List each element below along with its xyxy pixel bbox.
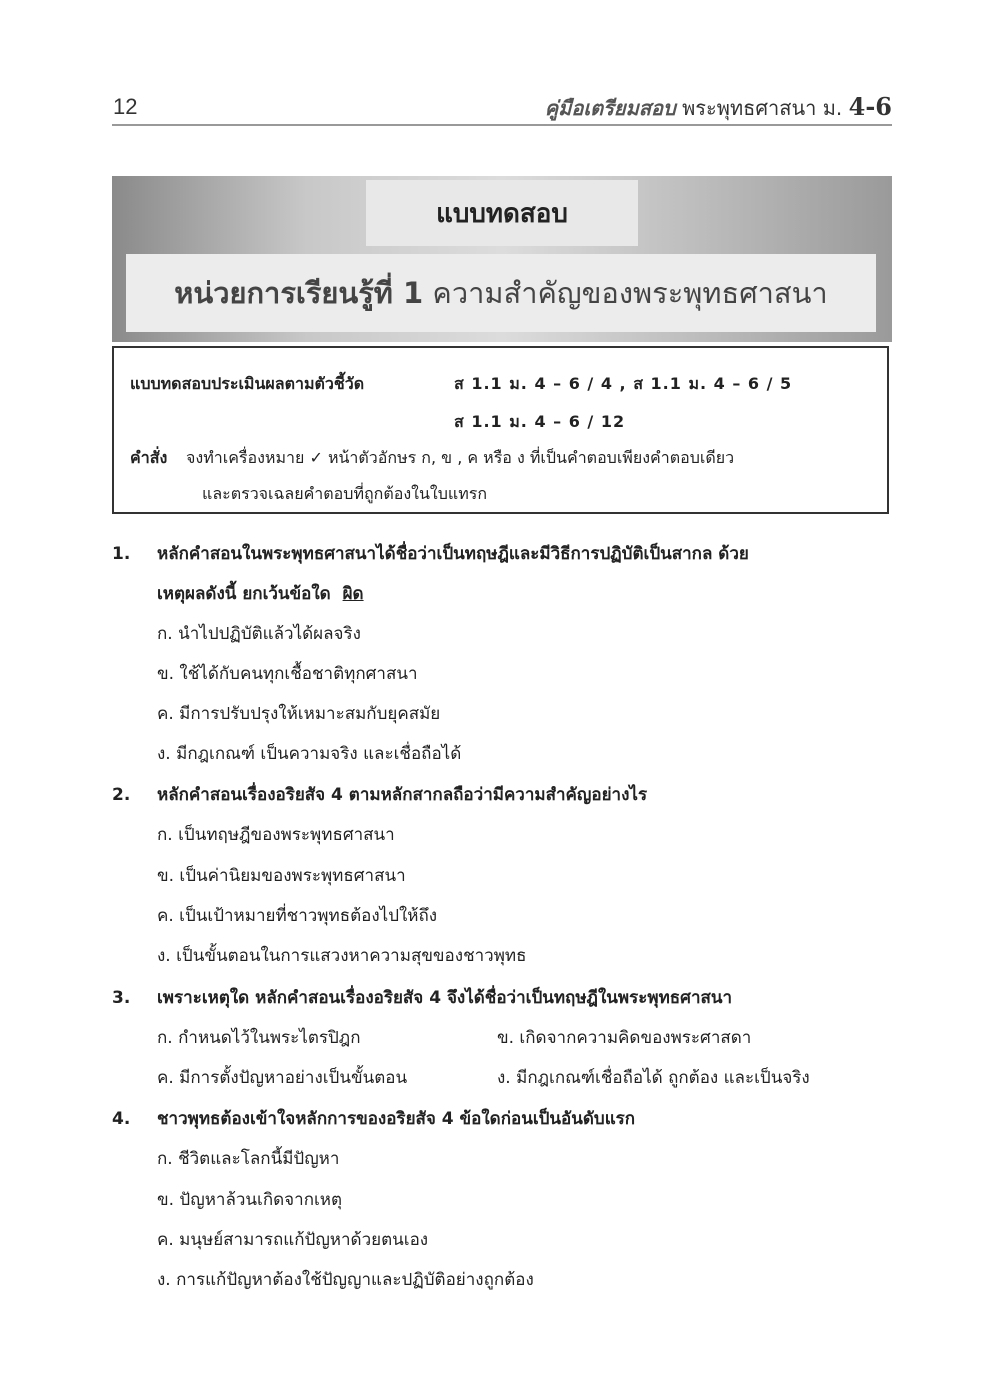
- header-title: พระพุทธศาสนา ม.: [682, 96, 843, 120]
- option: ข. ใช้ได้กับคนทุกเชื้อชาติทุกศาสนา: [157, 664, 418, 684]
- question-text: หลักคำสอนในพระพุทธศาสนาได้ชื่อว่าเป็นทฤษฎีและมีวิธีการปฏิบัติเป็นสากล ด้วย: [157, 544, 749, 564]
- option: ค. เป็นเป้าหมายที่ชาวพุทธต้องไปให้ถึง: [157, 906, 438, 926]
- question-1-line-2: [157, 580, 364, 607]
- emphasis-word: ผิด: [342, 584, 364, 604]
- indicators-line-2: ส 1.1 ม. 4 – 6 / 12: [454, 412, 626, 431]
- option: ข. เป็นค่านิยมของพระพุทธศาสนา: [157, 866, 406, 886]
- indicator-label: แบบทดสอบประเมินผลตามตัวชี้วัด: [130, 374, 365, 393]
- option: ค. มนุษย์สามารถแก้ปัญหาด้วยตนเอง: [157, 1230, 429, 1250]
- option: ก. ชีวิตและโลกนี้มีปัญหา: [157, 1149, 340, 1169]
- question-1: [112, 540, 749, 567]
- question-number: 3.: [112, 988, 131, 1008]
- option: ก. นำไปปฏิบัติแล้วได้ผลจริง: [157, 624, 361, 644]
- option: ข. เกิดจากความคิดของพระศาสดา: [497, 1028, 752, 1048]
- question-number: 2.: [112, 785, 131, 805]
- brand-logo: คู่มือเตรียมสอบ: [544, 96, 676, 120]
- option: ก. เป็นทฤษฎีของพระพุทธศาสนา: [157, 825, 395, 845]
- question-4: [112, 1105, 635, 1132]
- header-rule: [112, 124, 892, 126]
- instruction-line-2: และตรวจเฉลยคำตอบที่ถูกต้องในใบแทรก: [202, 484, 488, 503]
- option: ง. การแก้ปัญหาต้องใช้ปัญญาและปฏิบัติอย่างถูกต้อง: [157, 1270, 534, 1290]
- option: ง. มีกฎเกณฑ์เชื่อถือได้ ถูกต้อง และเป็นจริง: [497, 1068, 810, 1088]
- unit-title: [126, 254, 876, 332]
- instruction-line-1: จงทำเครื่องหมาย ✓ หน้าตัวอักษร ก, ข , ค หรือ ง ที่เป็นคำตอบเพียงคำตอบเดียว: [186, 448, 735, 467]
- unit-label: หน่วยการเรียนรู้ที่ 1: [174, 276, 424, 310]
- question-3: [112, 984, 732, 1011]
- question-number: 4.: [112, 1109, 131, 1129]
- page-number: 12: [113, 94, 138, 119]
- option: ก. กำหนดไว้ในพระไตรปิฎก: [157, 1028, 361, 1048]
- option: ค. มีการปรับปรุงให้เหมาะสมกับยุคสมัย: [157, 704, 441, 724]
- indicators-line-1: ส 1.1 ม. 4 – 6 / 4 , ส 1.1 ม. 4 – 6 / 5: [454, 374, 793, 393]
- running-header: [545, 92, 892, 124]
- option: ค. มีการตั้งปัญหาอย่างเป็นขั้นตอน: [157, 1068, 408, 1088]
- question-text: หลักคำสอนเรื่องอริยสัจ 4 ตามหลักสากลถือว่ามีความสำคัญอย่างไร: [157, 785, 648, 805]
- option: ข. ปัญหาล้วนเกิดจากเหตุ: [157, 1190, 343, 1210]
- instruction-box: [112, 346, 889, 514]
- option: ง. เป็นขั้นตอนในการแสวงหาความสุขของชาวพุทธ: [157, 946, 527, 966]
- question-text: เพราะเหตุใด หลักคำสอนเรื่องอริยสัจ 4 จึงได้ชื่อว่าเป็นทฤษฎีในพระพุทธศาสนา: [157, 988, 733, 1008]
- header-level: 4-6: [848, 92, 892, 121]
- question-number: 1.: [112, 544, 131, 564]
- banner-heading: แบบทดสอบ: [366, 180, 638, 246]
- question-text: เหตุผลดังนี้ ยกเว้นข้อใด: [157, 584, 331, 604]
- instruction-label: คำสั่ง: [130, 448, 168, 467]
- unit-name: ความสำคัญของพระพุทธศาสนา: [432, 276, 828, 310]
- question-text: ชาวพุทธต้องเข้าใจหลักการของอริยสัจ 4 ข้อใดก่อนเป็นอันดับแรก: [157, 1109, 636, 1129]
- option: ง. มีกฎเกณฑ์ เป็นความจริง และเชื่อถือได้: [157, 744, 462, 764]
- question-2: [112, 781, 647, 808]
